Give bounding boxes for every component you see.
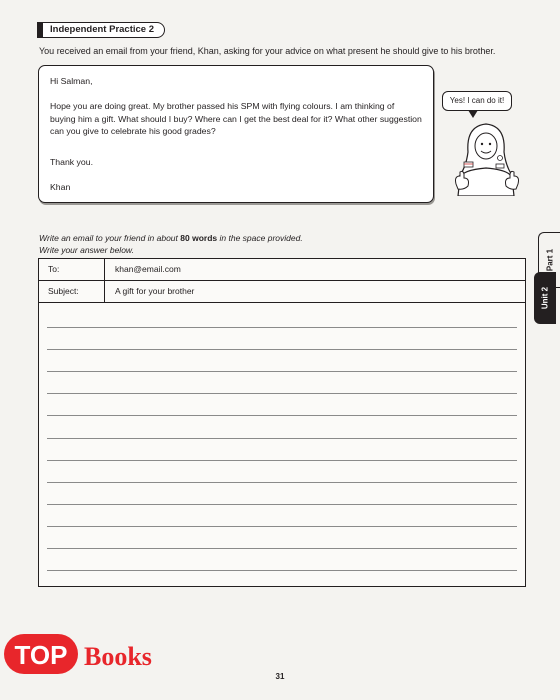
instruction-line-2: Write your answer below.	[39, 245, 134, 255]
writing-line[interactable]	[47, 415, 517, 416]
subject-label: Subject:	[48, 286, 79, 296]
word-count-emphasis: 80 words	[180, 233, 218, 243]
row-divider	[104, 281, 105, 302]
to-field[interactable]: khan@email.com	[115, 264, 181, 274]
unit-tab-label: Unit 2	[540, 286, 550, 310]
writing-line[interactable]	[47, 482, 517, 483]
email-answer-form	[38, 258, 526, 587]
instruction-prefix: Write an email to your friend in about	[39, 233, 178, 243]
instruction-line-1	[39, 233, 303, 243]
student-character-illustration	[448, 112, 526, 196]
email-closing: Thank you.	[50, 157, 93, 167]
writing-line[interactable]	[47, 526, 517, 527]
tab-marker	[37, 22, 43, 37]
watermark-top-text: TOP	[14, 640, 68, 670]
writing-line[interactable]	[47, 548, 517, 549]
email-greeting: Hi Salman,	[50, 76, 93, 86]
writing-line[interactable]	[47, 327, 517, 328]
writing-line[interactable]	[47, 460, 517, 461]
writing-line[interactable]	[47, 570, 517, 571]
writing-line[interactable]	[47, 504, 517, 505]
subject-field[interactable]: A gift for your brother	[115, 286, 195, 296]
speech-bubble: Yes! I can do it!	[442, 91, 512, 111]
email-body: Hope you are doing great. My brother passed his SPM with flying colours. I am thinking of buying him a gift. What should I buy? Where can I get the best deal for it? What other suggestion can you give to celebrate his good grades?	[50, 101, 422, 136]
row-divider	[104, 259, 105, 280]
to-label: To:	[48, 264, 60, 274]
unit-tab	[534, 272, 556, 324]
instruction-suffix: in the space provided.	[219, 233, 303, 243]
practice-label: Independent Practice 2	[50, 24, 155, 35]
writing-line[interactable]	[47, 349, 517, 350]
email-sender: Khan	[50, 182, 71, 192]
to-row	[39, 259, 525, 281]
task-intro: You received an email from your friend, Khan, asking for your advice on what present he should give to his brother.	[39, 46, 496, 56]
page-number: 31	[275, 672, 285, 681]
part-tab-label: Part 1	[545, 248, 555, 272]
writing-line[interactable]	[47, 393, 517, 394]
received-email-box	[38, 65, 434, 203]
watermark-books-text: Books	[84, 642, 152, 671]
writing-line[interactable]	[47, 371, 517, 372]
writing-line[interactable]	[47, 438, 517, 439]
independent-practice-tab	[37, 22, 165, 38]
subject-row	[39, 281, 525, 303]
